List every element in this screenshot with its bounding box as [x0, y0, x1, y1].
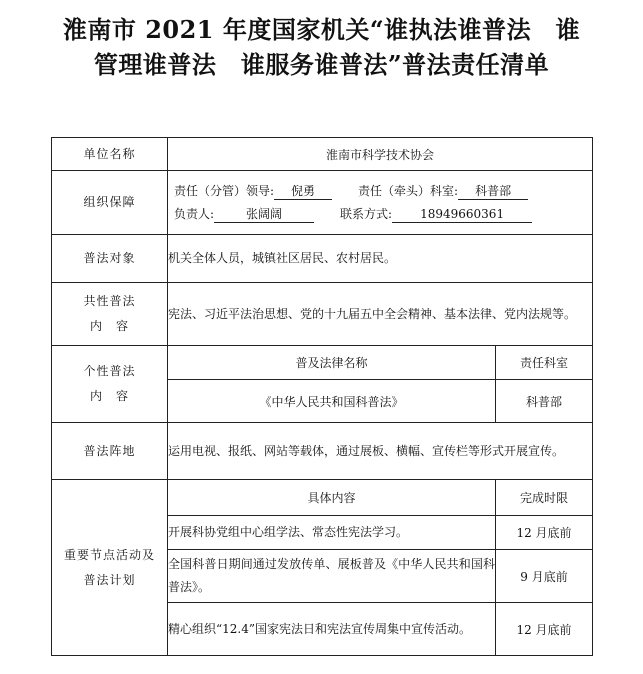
dept-label: 责任（牵头）科室:	[358, 183, 459, 198]
personal-law: 《中华人民共和国科普法》	[168, 380, 496, 423]
contact-value: 18949660361	[392, 206, 532, 223]
plan-label-line-2: 普法计划	[83, 572, 136, 587]
plan-header-content: 具体内容	[168, 480, 496, 516]
person-value: 张阔阔	[214, 206, 314, 223]
personal-label-line-2: 内 容	[89, 389, 129, 403]
unit-value: 淮南市科学技术协会	[168, 138, 593, 171]
dept-value: 科普部	[458, 183, 528, 200]
personal-label	[52, 346, 168, 423]
plan-deadline: 12 月底前	[496, 516, 593, 550]
target-label: 普法对象	[52, 235, 168, 283]
row-personal-header	[52, 346, 593, 380]
row-target	[52, 235, 593, 283]
row-common	[52, 283, 593, 346]
org-line-2	[168, 203, 592, 226]
row-plan-header	[52, 480, 593, 516]
row-position	[52, 423, 593, 480]
row-unit	[52, 138, 593, 171]
common-value: 宪法、习近平法治思想、党的十九届五中全会精神、基本法律、党内法规等。	[168, 283, 593, 346]
org-value	[168, 171, 593, 235]
personal-header-dept: 责任科室	[496, 346, 593, 380]
target-value: 机关全体人员，城镇社区居民、农村居民。	[168, 235, 593, 283]
title-line-1: 淮南市 2021 年度国家机关“谁执法谁普法 谁	[62, 15, 581, 44]
position-value: 运用电视、报纸、网站等载体，通过展板、横幅、宣传栏等形式开展宣传。	[168, 423, 593, 480]
row-org	[52, 171, 593, 235]
position-label: 普法阵地	[52, 423, 168, 480]
plan-content: 精心组织“12.4”国家宪法日和宪法宣传周集中宣传活动。	[168, 603, 496, 656]
title-line-2: 管理谁普法 谁服务谁普法”普法责任清单	[93, 50, 550, 79]
personal-label-line-1: 个性普法	[83, 364, 136, 378]
personal-header-law: 普及法律名称	[168, 346, 496, 380]
plan-label-line-1: 重要节点活动及	[63, 547, 155, 562]
person-label: 负责人:	[174, 206, 215, 221]
common-label-line-2: 内 容	[89, 319, 129, 333]
leader-label: 责任（分管）领导:	[174, 183, 275, 198]
plan-header-deadline: 完成时限	[496, 480, 593, 516]
plan-deadline: 9 月底前	[496, 550, 593, 603]
contact-label: 联系方式:	[340, 206, 393, 221]
plan-content: 开展科协党组中心组学法、常态性宪法学习。	[168, 516, 496, 550]
plan-label	[52, 480, 168, 656]
plan-deadline: 12 月底前	[496, 603, 593, 656]
personal-dept: 科普部	[496, 380, 593, 423]
org-line-1	[168, 180, 592, 203]
responsibility-table	[51, 137, 593, 656]
org-label: 组织保障	[52, 171, 168, 235]
unit-label: 单位名称	[52, 138, 168, 171]
common-label	[52, 283, 168, 346]
plan-content: 全国科普日期间通过发放传单、展板普及《中华人民共和国科普法》。	[168, 550, 496, 603]
document-title	[0, 12, 643, 82]
leader-value: 倪勇	[274, 183, 332, 200]
common-label-line-1: 共性普法	[83, 294, 136, 308]
